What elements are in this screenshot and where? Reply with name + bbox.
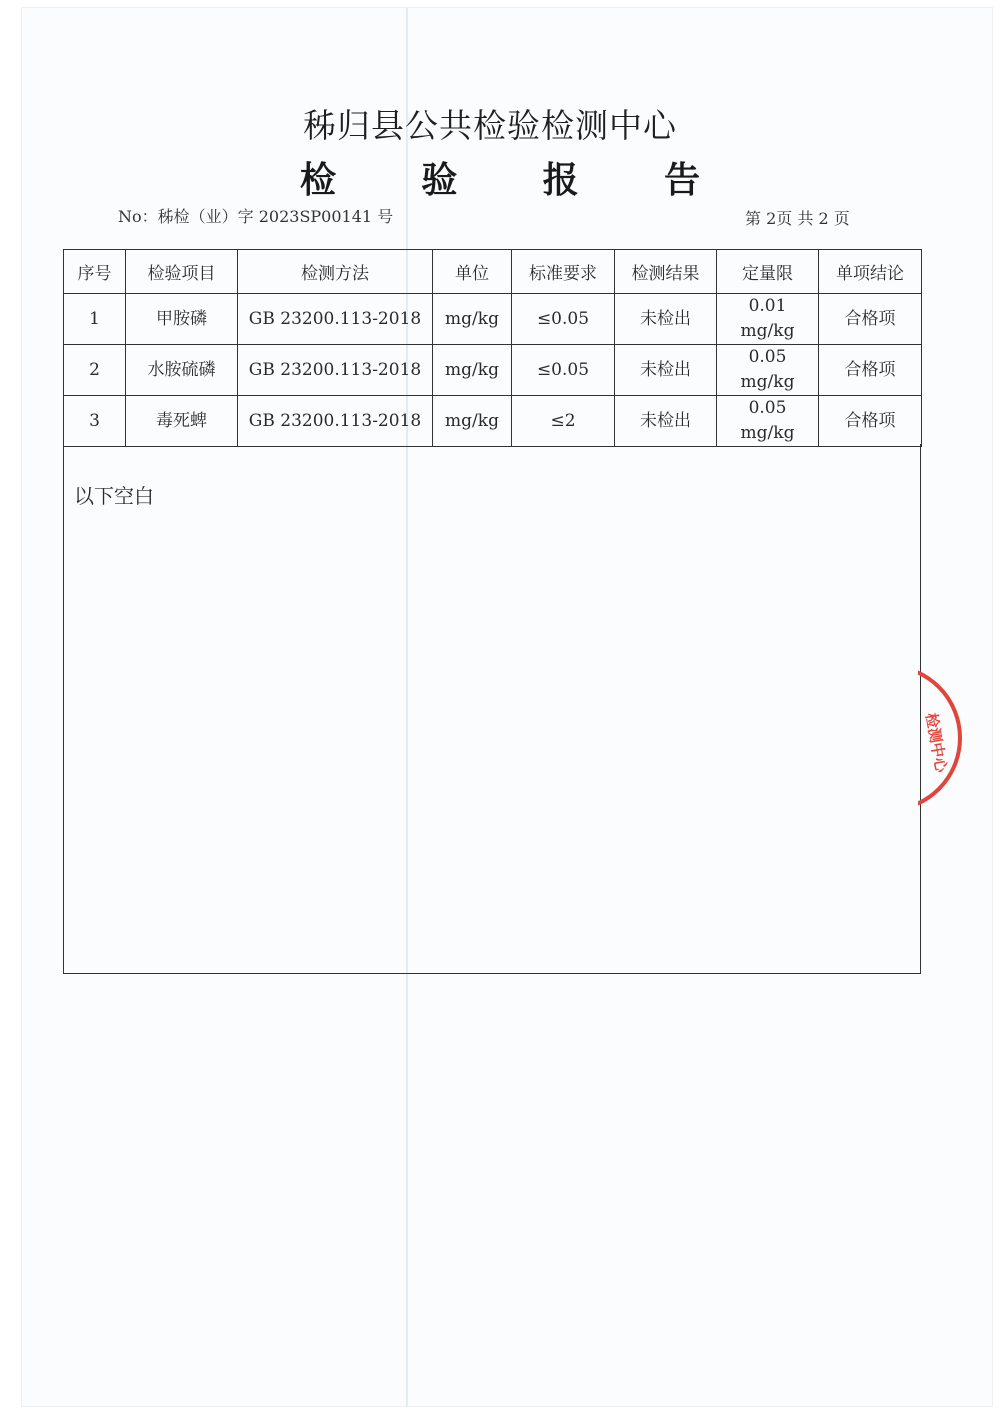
loq-unit: mg/kg — [740, 372, 795, 392]
cell-item: 甲胺磷 — [126, 294, 238, 345]
cell-conclusion: 合格项 — [819, 345, 922, 396]
cell-item: 水胺硫磷 — [126, 345, 238, 396]
cell-conclusion: 合格项 — [819, 294, 922, 345]
cell-no: 1 — [64, 294, 126, 345]
report-number: No：秭检（业）字 2023SP00141 号 — [118, 207, 394, 226]
table-row — [64, 396, 922, 447]
cell-method: GB 23200.113-2018 — [238, 294, 433, 345]
column-header-loq: 定量限 — [717, 250, 819, 294]
table-row — [64, 345, 922, 396]
blank-note: 以下空白 — [74, 484, 154, 508]
cell-unit: mg/kg — [433, 345, 512, 396]
column-header-method: 检测方法 — [238, 250, 433, 294]
loq-value: 0.05 — [748, 398, 787, 418]
column-header-item: 检验项目 — [126, 250, 238, 294]
blank-remainder-box — [63, 444, 921, 974]
cell-result: 未检出 — [615, 294, 717, 345]
report-title — [300, 152, 700, 203]
column-header-conclusion: 单项结论 — [819, 250, 922, 294]
seal-fragment-text: 检测中心 — [922, 711, 951, 774]
title-char: 检 — [300, 160, 337, 201]
results-table — [63, 249, 922, 447]
table-row — [64, 294, 922, 345]
column-header-standard: 标准要求 — [512, 250, 615, 294]
loq-unit: mg/kg — [740, 321, 795, 341]
cell-method: GB 23200.113-2018 — [238, 396, 433, 447]
official-seal-stamp — [918, 662, 962, 814]
cell-method: GB 23200.113-2018 — [238, 345, 433, 396]
loq-unit: mg/kg — [740, 423, 795, 443]
page-indicator: 第 2页 共 2 页 — [745, 209, 850, 228]
loq-value: 0.05 — [748, 347, 787, 367]
cell-unit: mg/kg — [433, 294, 512, 345]
cell-item: 毒死蜱 — [126, 396, 238, 447]
column-header-unit: 单位 — [433, 250, 512, 294]
column-header-result: 检测结果 — [615, 250, 717, 294]
seal-graphic — [918, 662, 962, 814]
cell-no: 2 — [64, 345, 126, 396]
cell-loq — [717, 396, 819, 447]
cell-unit: mg/kg — [433, 396, 512, 447]
institution-name: 秭归县公共检验检测中心 — [303, 106, 677, 145]
cell-standard: ≤2 — [512, 396, 615, 447]
cell-standard: ≤0.05 — [512, 294, 615, 345]
title-char: 告 — [663, 160, 700, 201]
cell-result: 未检出 — [615, 396, 717, 447]
cell-loq — [717, 294, 819, 345]
title-char: 报 — [542, 160, 579, 201]
table-header-row — [64, 250, 922, 294]
title-char: 验 — [421, 160, 458, 201]
cell-conclusion: 合格项 — [819, 396, 922, 447]
cell-no: 3 — [64, 396, 126, 447]
cell-standard: ≤0.05 — [512, 345, 615, 396]
loq-value: 0.01 — [748, 296, 787, 316]
cell-result: 未检出 — [615, 345, 717, 396]
cell-loq — [717, 345, 819, 396]
column-header-no: 序号 — [64, 250, 126, 294]
